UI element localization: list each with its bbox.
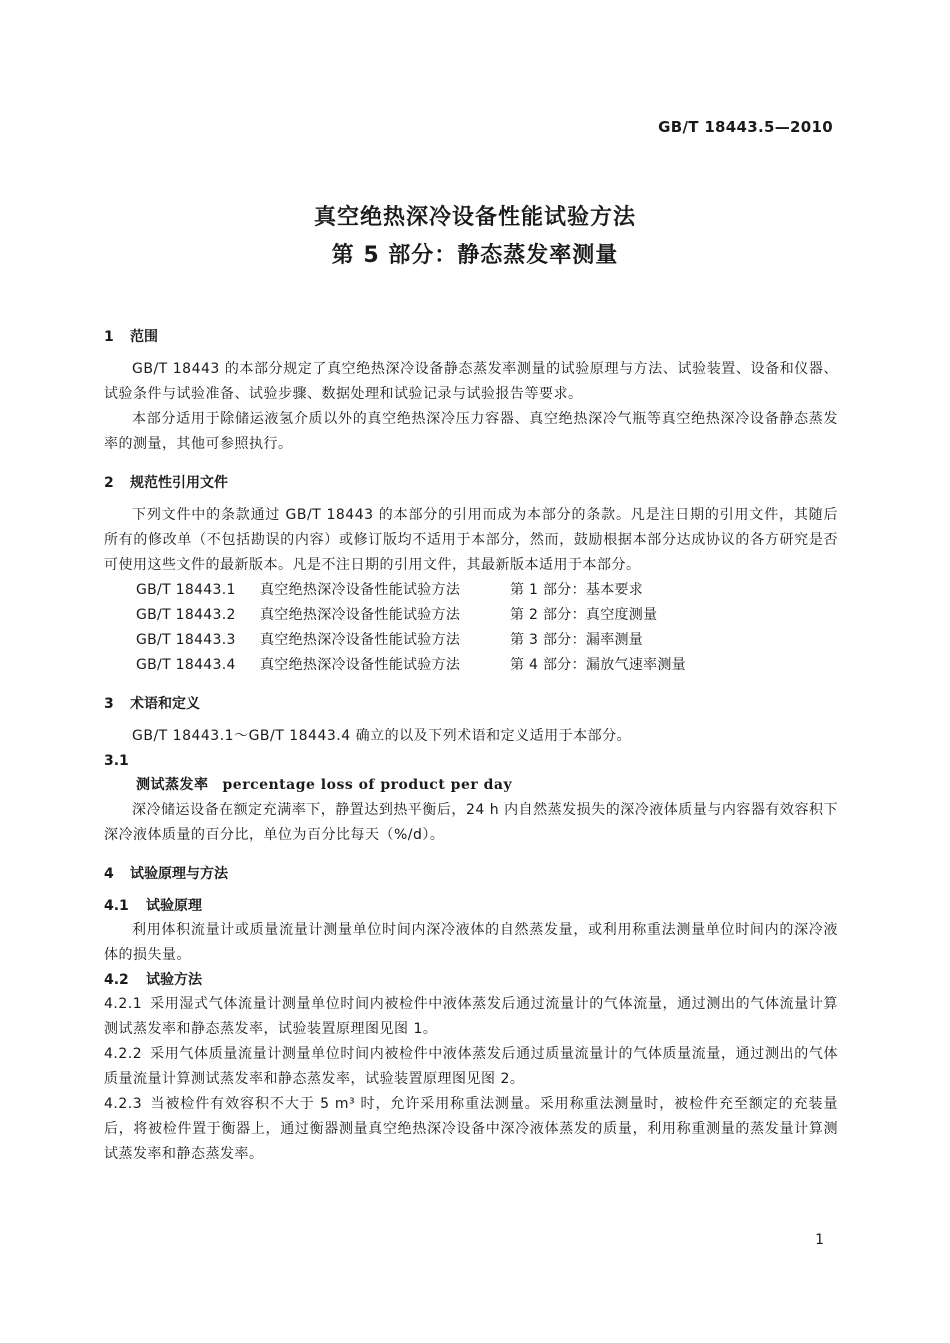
reference-code: GB/T 18443.2 [136,607,236,623]
section-title: 范围 [130,329,158,345]
term-definition: 深冷储运设备在额定充满率下，静置达到热平衡后，24 h 内自然蒸发损失的深冷液体质量与内容器有效容积下深冷液体质量的百分比，单位为百分比每天（%/d）。 [104,802,838,843]
reference-part: 第 3 部分：漏率测量 [510,632,644,648]
section-1-paragraph-2: 本部分适用于除储运液氢介质以外的真空绝热深冷压力容器、真空绝热深冷气瓶等真空绝热深冷设备静态蒸发率的测量，其他可参照执行。 [104,411,838,452]
clause-number: 4.2.1 [104,996,143,1012]
clause-4-2-3 [104,1092,838,1167]
clause-4-1-paragraph: 利用体积流量计或质量流量计测量单位时间内深冷液体的自然蒸发量，或利用称重法测量单位时间内的深冷液体的损失量。 [104,922,838,963]
section-number: 3 [104,696,114,712]
clause-text: 采用湿式气体流量计测量单位时间内被检件中液体蒸发后通过流量计的气体流量，通过测出的气体流量计算测试蒸发率和静态蒸发率，试验装置原理图见图 1。 [104,996,838,1037]
clause-number: 4.1 [104,898,129,914]
term-chinese: 测试蒸发率 [136,777,209,793]
clause-number: 4.2.2 [104,1046,143,1062]
reference-name: 真空绝热深冷设备性能试验方法 [260,607,461,623]
standard-code: GB/T 18443.5—2010 [658,118,833,136]
document-body [104,325,838,1167]
section-2-paragraph-1: 下列文件中的条款通过 GB/T 18443 的本部分的引用而成为本部分的条款。凡是注日期的引用文件，其随后所有的修改单（不包括勘误的内容）或修订版均不适用于本部分，然而，鼓励根据本部分达成协议的各方研究是否可使用这些文件的最新版本。凡是不注日期的引用文件，其最新版本适用于本部分。 [104,507,838,573]
clause-number: 4.2.3 [104,1096,143,1112]
section-title: 规范性引用文件 [130,475,228,491]
reference-part: 第 1 部分：基本要求 [510,582,644,598]
reference-code: GB/T 18443.1 [136,582,236,598]
clause-4-2-heading [104,968,838,992]
section-3-paragraph-1: GB/T 18443.1～GB/T 18443.4 确立的以及下列术语和定义适用于本部分。 [132,728,632,744]
reference-item [136,603,838,628]
document-title-line1: 真空绝热深冷设备性能试验方法 [313,205,636,230]
section-title: 试验原理与方法 [130,866,228,882]
clause-4-2-2 [104,1042,838,1092]
term-english: percentage loss of product per day [222,777,513,793]
clause-text: 当被检件有效容积不大于 5 m³ 时，允许采用称重法测量。采用称重法测量时，被检件充至额定的充装量后，将被检件置于衡器上，通过衡器测量真空绝热深冷设备中深冷液体蒸发的质量，利用称重测量的蒸发量计算测试蒸发率和静态蒸发率。 [104,1096,838,1162]
section-4-heading [104,862,838,886]
clause-title: 试验原理 [146,898,202,914]
reference-part: 第 4 部分：漏放气速率测量 [510,657,687,673]
reference-item [136,628,838,653]
section-title: 术语和定义 [130,696,200,712]
reference-item [136,653,838,678]
section-3-heading [104,692,838,716]
section-number: 1 [104,329,114,345]
document-title-line2: 第 5 部分：静态蒸发率测量 [331,243,619,268]
reference-name: 真空绝热深冷设备性能试验方法 [260,632,461,648]
section-number: 2 [104,475,114,491]
reference-name: 真空绝热深冷设备性能试验方法 [260,582,461,598]
reference-item [136,578,838,603]
section-1-paragraph-1: GB/T 18443 的本部分规定了真空绝热深冷设备静态蒸发率测量的试验原理与方法、试验装置、设备和仪器、试验条件与试验准备、试验步骤、数据处理和试验记录与试验报告等要求。 [104,361,838,402]
page-number: 1 [815,1232,824,1248]
clause-text: 采用气体质量流量计测量单位时间内被检件中液体蒸发后通过质量流量计的气体质量流量，通过测出的气体质量流量计算测试蒸发率和静态蒸发率，试验装置原理图见图 2。 [104,1046,838,1087]
section-number: 4 [104,866,114,882]
clause-3-1-number: 3.1 [104,753,129,769]
reference-code: GB/T 18443.3 [136,632,236,648]
clause-4-2-1 [104,992,838,1042]
clause-title: 试验方法 [146,972,202,988]
section-2-heading [104,471,838,495]
reference-name: 真空绝热深冷设备性能试验方法 [260,657,461,673]
clause-number: 4.2 [104,972,129,988]
clause-4-1-heading [104,894,838,918]
normative-references-list [104,578,838,678]
reference-part: 第 2 部分：真空度测量 [510,607,658,623]
reference-code: GB/T 18443.4 [136,657,236,673]
section-1-heading [104,325,838,349]
term-entry [104,773,838,798]
